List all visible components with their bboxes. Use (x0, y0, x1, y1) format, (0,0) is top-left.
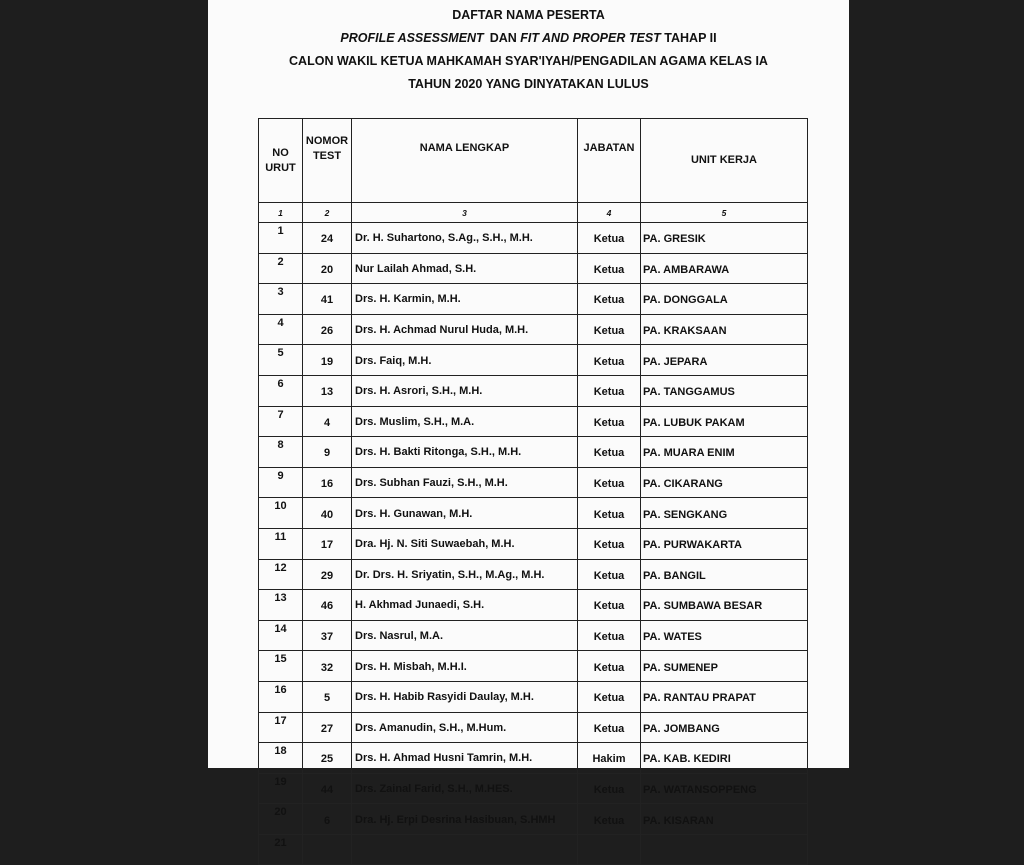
row-nomor-test: 32 (303, 651, 352, 682)
row-unit-kerja: PA. MUARA ENIM (641, 437, 808, 468)
table-row (259, 253, 808, 284)
table-row (259, 528, 808, 559)
row-no-urut: 10 (259, 498, 303, 529)
row-jabatan: Ketua (578, 437, 641, 468)
row-no-urut: 6 (259, 375, 303, 406)
row-nama-lengkap: Dr. Drs. H. Sriyatin, S.H., M.Ag., M.H. (352, 559, 578, 590)
row-jabatan: Ketua (578, 253, 641, 284)
row-nama-lengkap: Drs. H. Misbah, M.H.I. (352, 651, 578, 682)
document-year-line: TAHUN 2020 YANG DINYATAKAN LULUS (408, 77, 649, 91)
row-jabatan: Ketua (578, 681, 641, 712)
row-jabatan: Ketua (578, 467, 641, 498)
row-jabatan: Ketua (578, 773, 641, 804)
table-row (259, 314, 808, 345)
row-unit-kerja: PA. GRESIK (641, 223, 808, 254)
table-row (259, 406, 808, 437)
row-nomor-test: 40 (303, 498, 352, 529)
row-nama-lengkap: Drs. Zainal Farid, S.H., M.HES. (352, 773, 578, 804)
table-row (259, 712, 808, 743)
table-row (259, 437, 808, 468)
header-no-urut: NO URUT (259, 119, 303, 203)
row-jabatan (578, 834, 641, 865)
document-title: DAFTAR NAMA PESERTA (452, 8, 605, 22)
table-row (259, 375, 808, 406)
row-nomor-test: 16 (303, 467, 352, 498)
subtitle-profile-assessment: PROFILE ASSESSMENT (340, 31, 484, 45)
table-row (259, 743, 808, 774)
header-nama-lengkap: NAMA LENGKAP (352, 119, 578, 203)
row-no-urut: 1 (259, 223, 303, 254)
table-row (259, 284, 808, 315)
row-nama-lengkap: Drs. H. Habib Rasyidi Daulay, M.H. (352, 681, 578, 712)
row-no-urut: 21 (259, 834, 303, 865)
row-nomor-test: 26 (303, 314, 352, 345)
row-unit-kerja: PA. KISARAN (641, 804, 808, 835)
row-unit-kerja: PA. SUMENEP (641, 651, 808, 682)
header-nomor-test: NOMOR TEST (303, 119, 352, 203)
row-no-urut: 14 (259, 620, 303, 651)
table-row (259, 559, 808, 590)
row-nomor-test: 6 (303, 804, 352, 835)
row-jabatan: Ketua (578, 406, 641, 437)
row-unit-kerja: PA. PURWAKARTA (641, 528, 808, 559)
table-header-row (259, 119, 808, 203)
row-nomor-test: 13 (303, 375, 352, 406)
row-jabatan: Ketua (578, 712, 641, 743)
row-nama-lengkap: Drs. H. Bakti Ritonga, S.H., M.H. (352, 437, 578, 468)
table-row (259, 804, 808, 835)
row-jabatan: Ketua (578, 590, 641, 621)
table-row (259, 681, 808, 712)
row-no-urut: 17 (259, 712, 303, 743)
row-no-urut: 8 (259, 437, 303, 468)
row-nomor-test: 44 (303, 773, 352, 804)
row-nama-lengkap: Drs. H. Gunawan, M.H. (352, 498, 578, 529)
row-no-urut: 20 (259, 804, 303, 835)
row-nama-lengkap: Nur Lailah Ahmad, S.H. (352, 253, 578, 284)
row-nomor-test: 5 (303, 681, 352, 712)
row-nama-lengkap: Drs. Amanudin, S.H., M.Hum. (352, 712, 578, 743)
row-no-urut: 13 (259, 590, 303, 621)
row-no-urut: 18 (259, 743, 303, 774)
row-unit-kerja: PA. SUMBAWA BESAR (641, 590, 808, 621)
subtitle-fit-proper-test: FIT AND PROPER TEST (520, 31, 661, 45)
row-jabatan: Ketua (578, 284, 641, 315)
column-index: 4 (578, 203, 641, 223)
row-nomor-test: 41 (303, 284, 352, 315)
row-nama-lengkap: Dra. Hj. Erpi Desrina Hasibuan, S.HMH (352, 804, 578, 835)
column-index: 2 (303, 203, 352, 223)
document-subtitle (208, 31, 849, 45)
row-no-urut: 9 (259, 467, 303, 498)
table-row (259, 651, 808, 682)
row-nama-lengkap: Drs. H. Karmin, M.H. (352, 284, 578, 315)
row-nomor-test: 37 (303, 620, 352, 651)
row-jabatan: Ketua (578, 498, 641, 529)
row-nama-lengkap (352, 834, 578, 865)
subtitle-stage: TAHAP II (664, 31, 717, 45)
row-nomor-test: 46 (303, 590, 352, 621)
row-nomor-test: 19 (303, 345, 352, 376)
row-nomor-test: 4 (303, 406, 352, 437)
row-no-urut: 16 (259, 681, 303, 712)
row-unit-kerja: PA. JOMBANG (641, 712, 808, 743)
table-row (259, 345, 808, 376)
column-index: 3 (352, 203, 578, 223)
column-index-row (259, 203, 808, 223)
row-unit-kerja: PA. RANTAU PRAPAT (641, 681, 808, 712)
row-nama-lengkap: Drs. Nasrul, M.A. (352, 620, 578, 651)
document-page (208, 0, 849, 849)
table-row (259, 773, 808, 804)
subtitle-and: DAN (489, 31, 517, 45)
row-jabatan: Ketua (578, 559, 641, 590)
row-nama-lengkap: H. Akhmad Junaedi, S.H. (352, 590, 578, 621)
row-unit-kerja: PA. LUBUK PAKAM (641, 406, 808, 437)
row-jabatan: Hakim (578, 743, 641, 774)
row-jabatan: Ketua (578, 620, 641, 651)
row-nama-lengkap: Drs. H. Achmad Nurul Huda, M.H. (352, 314, 578, 345)
row-unit-kerja (641, 834, 808, 865)
row-unit-kerja: PA. DONGGALA (641, 284, 808, 315)
row-no-urut: 5 (259, 345, 303, 376)
document-position-line: CALON WAKIL KETUA MAHKAMAH SYAR'IYAH/PENGADILAN AGAMA KELAS IA (289, 54, 768, 68)
row-unit-kerja: PA. CIKARANG (641, 467, 808, 498)
row-unit-kerja: PA. SENGKANG (641, 498, 808, 529)
table-row (259, 467, 808, 498)
table-row (259, 590, 808, 621)
table-row (259, 223, 808, 254)
row-nomor-test (303, 834, 352, 865)
participant-table (258, 118, 808, 865)
row-nomor-test: 24 (303, 223, 352, 254)
column-index: 1 (259, 203, 303, 223)
row-unit-kerja: PA. TANGGAMUS (641, 375, 808, 406)
row-unit-kerja: PA. WATES (641, 620, 808, 651)
row-unit-kerja: PA. AMBARAWA (641, 253, 808, 284)
row-jabatan: Ketua (578, 651, 641, 682)
header-unit-kerja: UNIT KERJA (641, 119, 808, 203)
row-no-urut: 2 (259, 253, 303, 284)
row-nomor-test: 17 (303, 528, 352, 559)
row-jabatan: Ketua (578, 223, 641, 254)
row-nomor-test: 20 (303, 253, 352, 284)
row-jabatan: Ketua (578, 528, 641, 559)
row-jabatan: Ketua (578, 314, 641, 345)
row-jabatan: Ketua (578, 345, 641, 376)
row-unit-kerja: PA. KRAKSAAN (641, 314, 808, 345)
row-unit-kerja: PA. JEPARA (641, 345, 808, 376)
row-no-urut: 3 (259, 284, 303, 315)
row-nama-lengkap: Drs. H. Asrori, S.H., M.H. (352, 375, 578, 406)
row-nomor-test: 29 (303, 559, 352, 590)
row-nama-lengkap: Drs. Muslim, S.H., M.A. (352, 406, 578, 437)
row-nama-lengkap: Drs. Faiq, M.H. (352, 345, 578, 376)
row-nomor-test: 27 (303, 712, 352, 743)
row-unit-kerja: PA. KAB. KEDIRI (641, 743, 808, 774)
row-no-urut: 7 (259, 406, 303, 437)
table-row (259, 498, 808, 529)
header-jabatan: JABATAN (578, 119, 641, 203)
row-nomor-test: 9 (303, 437, 352, 468)
row-nama-lengkap: Dr. H. Suhartono, S.Ag., S.H., M.H. (352, 223, 578, 254)
row-no-urut: 12 (259, 559, 303, 590)
table-row (259, 834, 808, 865)
row-no-urut: 4 (259, 314, 303, 345)
row-jabatan: Ketua (578, 375, 641, 406)
row-nomor-test: 25 (303, 743, 352, 774)
row-nama-lengkap: Dra. Hj. N. Siti Suwaebah, M.H. (352, 528, 578, 559)
row-jabatan: Ketua (578, 804, 641, 835)
row-no-urut: 11 (259, 528, 303, 559)
column-index: 5 (641, 203, 808, 223)
row-no-urut: 19 (259, 773, 303, 804)
row-unit-kerja: PA. WATANSOPPENG (641, 773, 808, 804)
row-unit-kerja: PA. BANGIL (641, 559, 808, 590)
row-no-urut: 15 (259, 651, 303, 682)
row-nama-lengkap: Drs. Subhan Fauzi, S.H., M.H. (352, 467, 578, 498)
row-nama-lengkap: Drs. H. Ahmad Husni Tamrin, M.H. (352, 743, 578, 774)
table-row (259, 620, 808, 651)
